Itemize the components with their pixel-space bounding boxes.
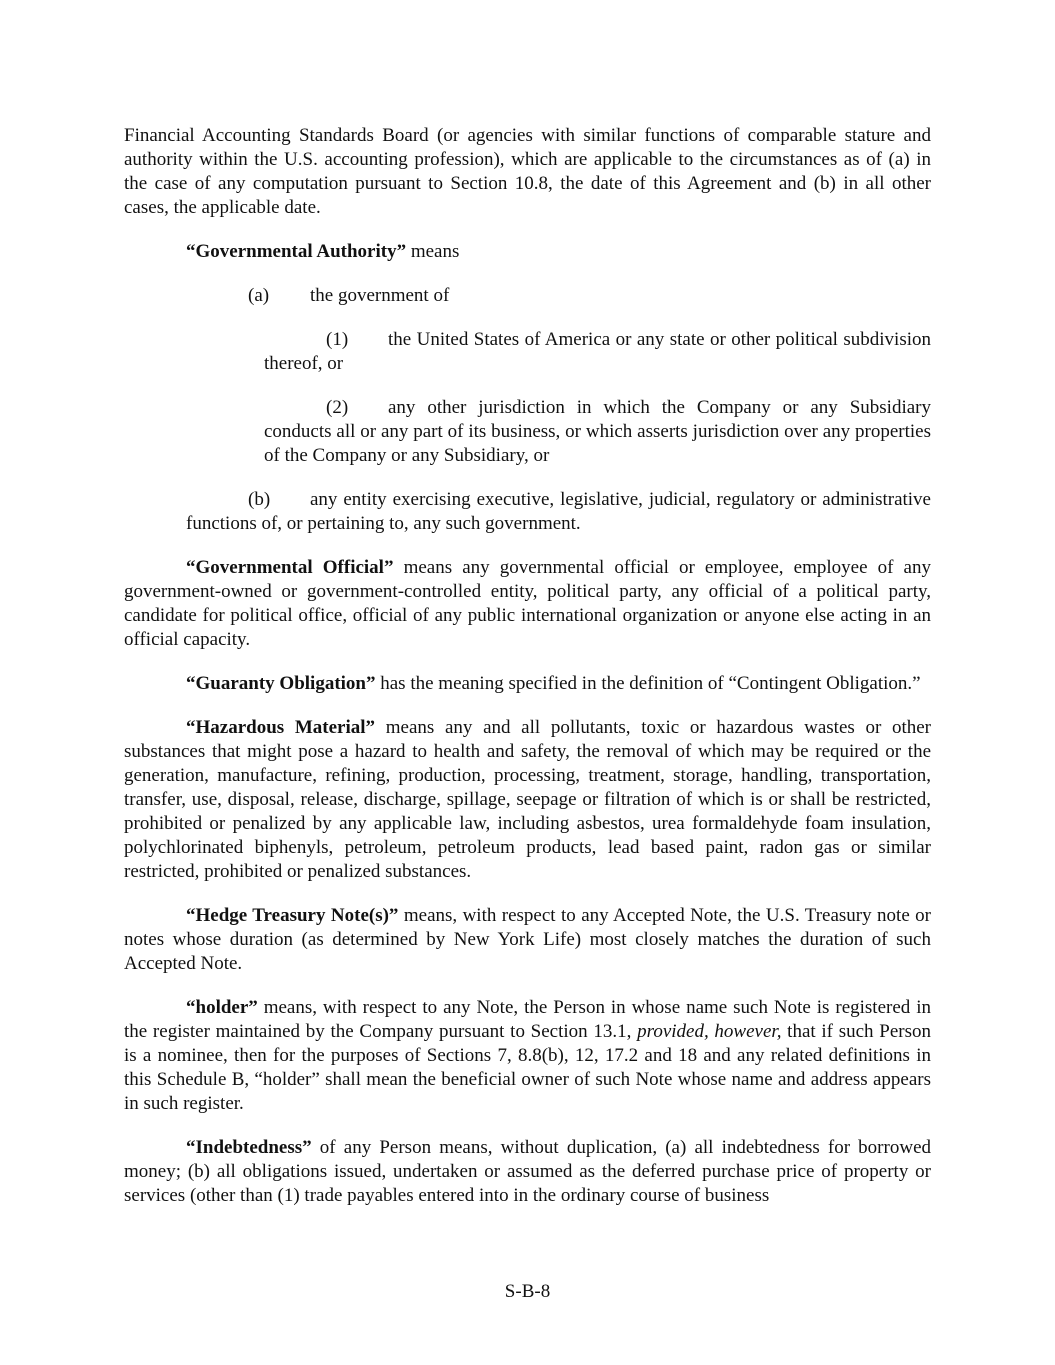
definition-text: that if such Person is a nominee, then for the purposes of Sections 7, 8.8(b), 12, 17.2 and 18 and any related definitions in this Schedule B, “holder” shall mean the beneficial owner of such Note whose name and address appears in such register. <box>124 1021 931 1114</box>
clause-a <box>124 284 931 308</box>
definition-text: means, with respect to any Note, the Person in whose name such Note is registered in the register maintained by the Company pursuant to Section 13.1, <box>124 997 931 1042</box>
defined-term: “Hazardous Material” <box>186 717 376 738</box>
clause-a2 <box>124 396 931 468</box>
clause-b <box>124 488 931 536</box>
document-page <box>124 124 931 1228</box>
clause-text: the United States of America or any state or other political subdivision thereof, or <box>264 329 931 374</box>
defined-term: “holder” <box>186 997 258 1018</box>
hedge-treasury-note-definition <box>124 904 931 976</box>
defined-term: “Governmental Authority” <box>186 241 407 262</box>
clause-text: the government of <box>310 285 450 306</box>
defined-term: “Hedge Treasury Note(s)” <box>186 905 399 926</box>
clause-text: any entity exercising executive, legislative, judicial, regulatory or administrative functions of, or pertaining to, any such government. <box>186 489 931 534</box>
clause-a1 <box>124 328 931 376</box>
clause-label: (2) <box>326 397 349 418</box>
holder-definition <box>124 996 931 1116</box>
gaap-definition-tail: Financial Accounting Standards Board (or agencies with similar functions of comparable stature and authority within the U.S. accounting profession), which are applicable to the circumstances as of (a) in the case of any computation pursuant to Section 10.8, the date of this Agreement and (b) in all other cases, the applicable date. <box>124 125 931 218</box>
defined-term: “Guaranty Obligation” <box>186 673 376 694</box>
governmental-official-definition <box>124 556 931 652</box>
clause-text: any other jurisdiction in which the Company or any Subsidiary conducts all or any part of its business, or which asserts jurisdiction over any properties of the Company or any Subsidiary, or <box>264 397 931 466</box>
indebtedness-definition <box>124 1136 931 1208</box>
guaranty-obligation-definition <box>124 672 931 696</box>
clause-label: (a) <box>248 285 270 306</box>
page-number: S-B-8 <box>504 1281 551 1302</box>
definition-text: means any governmental official or employee, employee of any government-owned or government-controlled entity, political party, any official of a political party, candidate for political office, official of any public international organization or anyone else acting in an official capacity. <box>124 557 931 650</box>
clause-label: (b) <box>248 489 271 510</box>
definition-text: means, with respect to any Accepted Note, the U.S. Treasury note or notes whose duration (as determined by New York Life) most closely matches the duration of such Accepted Note. <box>124 905 932 974</box>
hazardous-material-definition <box>124 716 931 884</box>
proviso-italic: provided, however, <box>637 1021 782 1042</box>
definition-text: has the meaning specified in the definition of “Contingent Obligation.” <box>375 673 921 694</box>
defined-term: “Governmental Official” <box>186 557 394 578</box>
definition-text: of any Person means, without duplication, (a) all indebtedness for borrowed money; (b) all obligations issued, undertaken or assumed as the deferred purchase price of property or services (other than (1) trade payables entered into in the ordinary course of business <box>124 1137 931 1206</box>
definition-text: means any and all pollutants, toxic or hazardous wastes or other substances that might pose a hazard to health and safety, the removal of which may be required or the generation, manufacture, refining, production, processing, treatment, storage, handling, transportation, transfer, use, disposal, release, discharge, spillage, seepage or filtration of which is or shall be restricted, prohibited or penalized by any applicable law, including asbestos, urea formaldehyde foam insulation, polychlorinated biphenyls, petroleum, petroleum products, lead based paint, radon gas or similar restricted, prohibited or penalized substances. <box>124 717 931 882</box>
clause-label: (1) <box>326 329 349 350</box>
definition-text: means <box>406 241 460 262</box>
defined-term: “Indebtedness” <box>186 1137 312 1158</box>
governmental-authority-definition <box>124 240 931 264</box>
